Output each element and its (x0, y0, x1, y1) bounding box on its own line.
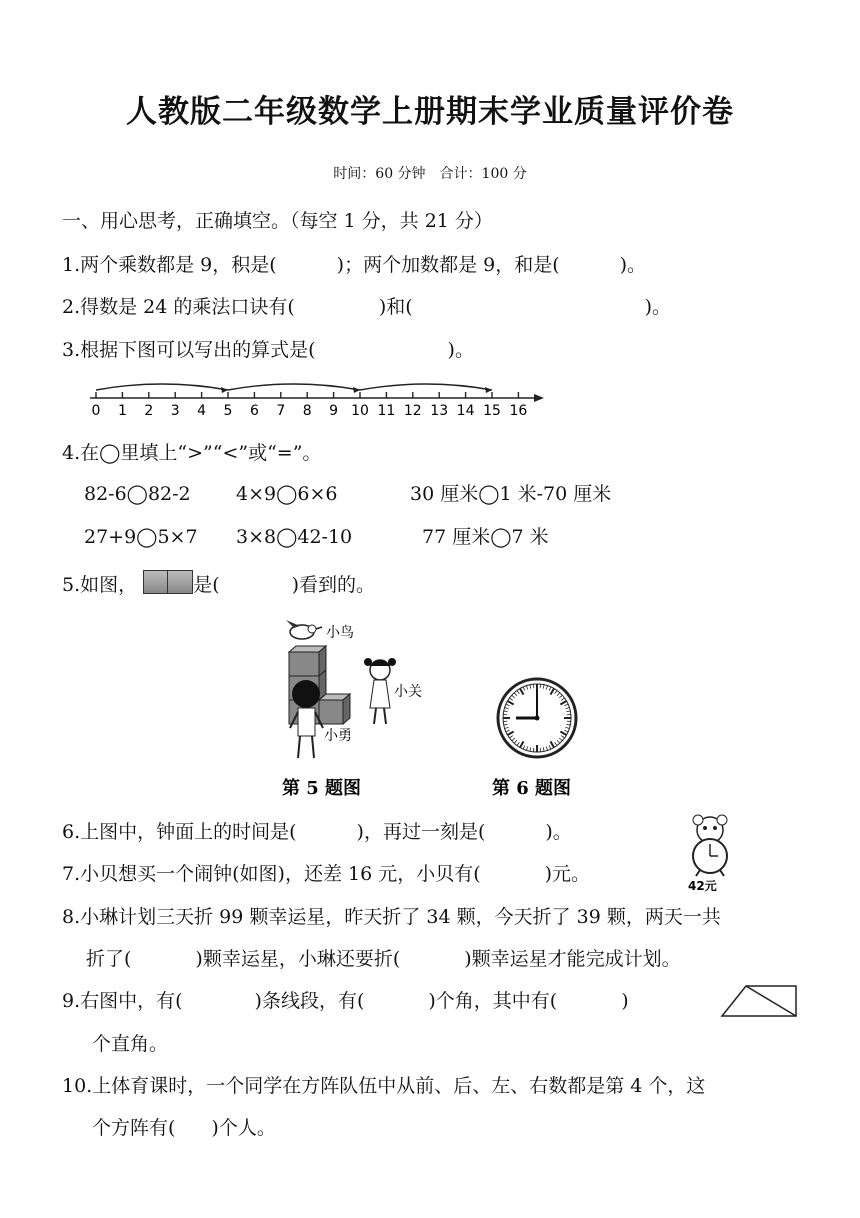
alarm-clock-icon (693, 815, 727, 876)
number-line-label: 4 (197, 403, 207, 419)
number-line-label: 10 (351, 403, 369, 419)
q4-item: 27+9◯5×7 (84, 526, 198, 548)
boy-label: 小勇 (324, 728, 352, 744)
q4-item: 3×8◯42-10 (236, 526, 353, 548)
question-6: 6.上图中，钟面上的时间是( )，再过一刻是( )。 (62, 821, 572, 843)
q4-item: 77 厘米◯7 米 (422, 526, 549, 548)
page-title: 人教版二年级数学上册期末学业质量评价卷 (126, 94, 734, 130)
number-line-label: 5 (223, 403, 233, 419)
number-line (80, 378, 550, 426)
question-3: 3.根据下图可以写出的算式是( )。 (62, 339, 474, 361)
number-line-label: 14 (456, 403, 475, 419)
number-line-label: 6 (249, 403, 259, 419)
girl-label: 小关 (394, 684, 422, 700)
number-line-label: 3 (170, 403, 180, 419)
number-line-label: 1 (117, 403, 127, 419)
q4-item: 4×9◯6×6 (236, 483, 338, 505)
clock-icon (498, 679, 576, 757)
figure-6-caption: 第 6 题图 (492, 778, 572, 799)
question-4: 4.在◯里填上“>”“<”或“=”。 (62, 442, 322, 464)
two-squares-view (143, 570, 193, 594)
number-line-label: 7 (276, 403, 286, 419)
question-10-cont: 个方阵有( )个人。 (92, 1117, 276, 1139)
price-label: 42元 (688, 879, 717, 893)
figure-5-caption: 第 5 题图 (282, 778, 362, 799)
trapezoid-figure (720, 984, 800, 1020)
question-2: 2.得数是 24 的乘法口诀有( )和( )。 (62, 296, 672, 318)
question-9-cont: 个直角。 (92, 1033, 169, 1055)
number-line-label: 0 (91, 403, 101, 419)
figure-5 (276, 612, 446, 802)
question-7: 7.小贝想买一个闹钟(如图)，还差 16 元，小贝有( )元。 (62, 863, 591, 885)
number-line-label: 13 (430, 403, 449, 419)
number-line-label: 12 (403, 403, 422, 419)
question-10: 10.上体育课时，一个同学在方阵队伍中从前、后、左、右数都是第 4 个，这 (62, 1075, 706, 1097)
q4-item: 30 厘米◯1 米-70 厘米 (410, 483, 612, 505)
bird-icon (286, 620, 322, 639)
question-8: 8.小琳计划三天折 99 颗幸运星，昨天折了 34 颗，今天折了 39 颗，两天一共 (62, 906, 721, 928)
question-8-cont: 折了( )颗幸运星，小琳还要折( )颗幸运星才能完成计划。 (86, 948, 681, 970)
question-5: 5.如图， 是( )看到的。 (62, 570, 375, 597)
number-line-label: 2 (144, 403, 154, 419)
alarm-clock-figure (680, 812, 744, 894)
question-9: 9.右图中，有( )条线段，有( )个角，其中有( ) (62, 990, 629, 1012)
question-1: 1.两个乘数都是 9，积是( )；两个加数都是 9，和是( )。 (62, 254, 647, 276)
number-line-label: 16 (509, 403, 528, 419)
number-line-label: 8 (302, 403, 312, 419)
exam-meta: 时间：60 分钟 合计：100 分 (333, 166, 527, 182)
q4-item: 82-6◯82-2 (84, 483, 191, 505)
number-line-label: 15 (483, 403, 501, 419)
figure-6 (488, 676, 598, 802)
girl-figure (364, 658, 396, 724)
number-line-label: 9 (329, 403, 339, 419)
section-heading: 一、用心思考，正确填空。（每空 1 分，共 21 分） (62, 210, 493, 232)
bird-label: 小鸟 (326, 625, 354, 641)
number-line-label: 11 (377, 403, 396, 419)
boy-figure (290, 680, 323, 758)
